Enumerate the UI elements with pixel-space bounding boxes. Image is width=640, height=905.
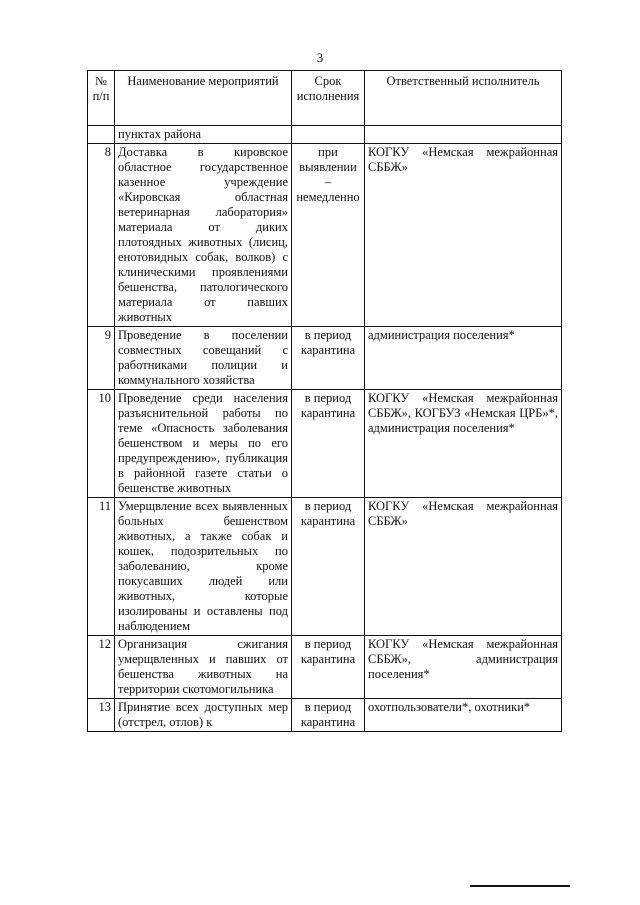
row-responsible: администрация поселения* xyxy=(365,327,562,390)
row-responsible: КОГКУ «Немская межрайонная СББЖ», администрация поселения* xyxy=(365,636,562,699)
row-num: 11 xyxy=(88,498,115,636)
table-row xyxy=(88,327,562,390)
row-term: в период карантина xyxy=(292,327,365,390)
row-term: в период карантина xyxy=(292,390,365,498)
row-responsible: КОГКУ «Немская межрайонная СББЖ» xyxy=(365,498,562,636)
measures-table xyxy=(87,70,562,732)
row-name: Проведение среди населения разъяснительной работы по теме «Опасность заболевания бешенством и меры по его предупреждению», публикация в районной газете статьи о бешенстве животных xyxy=(115,390,292,498)
table-row xyxy=(88,144,562,327)
row-name: Организация сжигания умерщвленных и павших от бешенства животных на территории скотомогильника xyxy=(115,636,292,699)
row-name: Умерщвление всех выявленных больных бешенством животных, а также собак и кошек, подозрительных по заболеванию, кроме покусавших людей или животных, которые изолированы и оставлены под наблюдением xyxy=(115,498,292,636)
row-term xyxy=(292,126,365,144)
header-responsible: Ответственный исполнитель xyxy=(365,71,562,126)
row-responsible xyxy=(365,126,562,144)
row-responsible: охотпользователи*, охотники* xyxy=(365,699,562,732)
page-number: 3 xyxy=(316,50,324,65)
row-num: 12 xyxy=(88,636,115,699)
row-num xyxy=(88,126,115,144)
row-name: пунктах района xyxy=(115,126,292,144)
row-num: 13 xyxy=(88,699,115,732)
table-row xyxy=(88,390,562,498)
row-name: Доставка в кировское областное государственное казенное учреждение «Кировская областная ветеринарная лаборатория» материала от диких плотоядных животных (лисиц, енотовидных собак, волков) с клиническими проявлениями бешенства, патологического материала от павших животных xyxy=(115,144,292,327)
table-row xyxy=(88,636,562,699)
row-term: при выявлении – немедленно xyxy=(292,144,365,327)
row-name: Проведение в поселении совместных совещаний с работниками полиции и коммунального хозяйства xyxy=(115,327,292,390)
table-row xyxy=(88,126,562,144)
table-row xyxy=(88,699,562,732)
row-num: 9 xyxy=(88,327,115,390)
row-num: 8 xyxy=(88,144,115,327)
row-term: в период карантина xyxy=(292,636,365,699)
row-term: в период карантина xyxy=(292,699,365,732)
header-name: Наименование мероприятий xyxy=(115,71,292,126)
header-term: Срок исполнения xyxy=(292,71,365,126)
row-responsible: КОГКУ «Немская межрайонная СББЖ», КОГБУЗ «Немская ЦРБ»*, администрация поселения* xyxy=(365,390,562,498)
table-row xyxy=(88,498,562,636)
row-num: 10 xyxy=(88,390,115,498)
footer-rule xyxy=(470,885,570,887)
table-header-row xyxy=(88,71,562,126)
row-name: Принятие всех доступных мер (отстрел, отлов) к xyxy=(115,699,292,732)
row-term: в период карантина xyxy=(292,498,365,636)
row-responsible: КОГКУ «Немская межрайонная СББЖ» xyxy=(365,144,562,327)
header-num: № п/п xyxy=(88,71,115,126)
